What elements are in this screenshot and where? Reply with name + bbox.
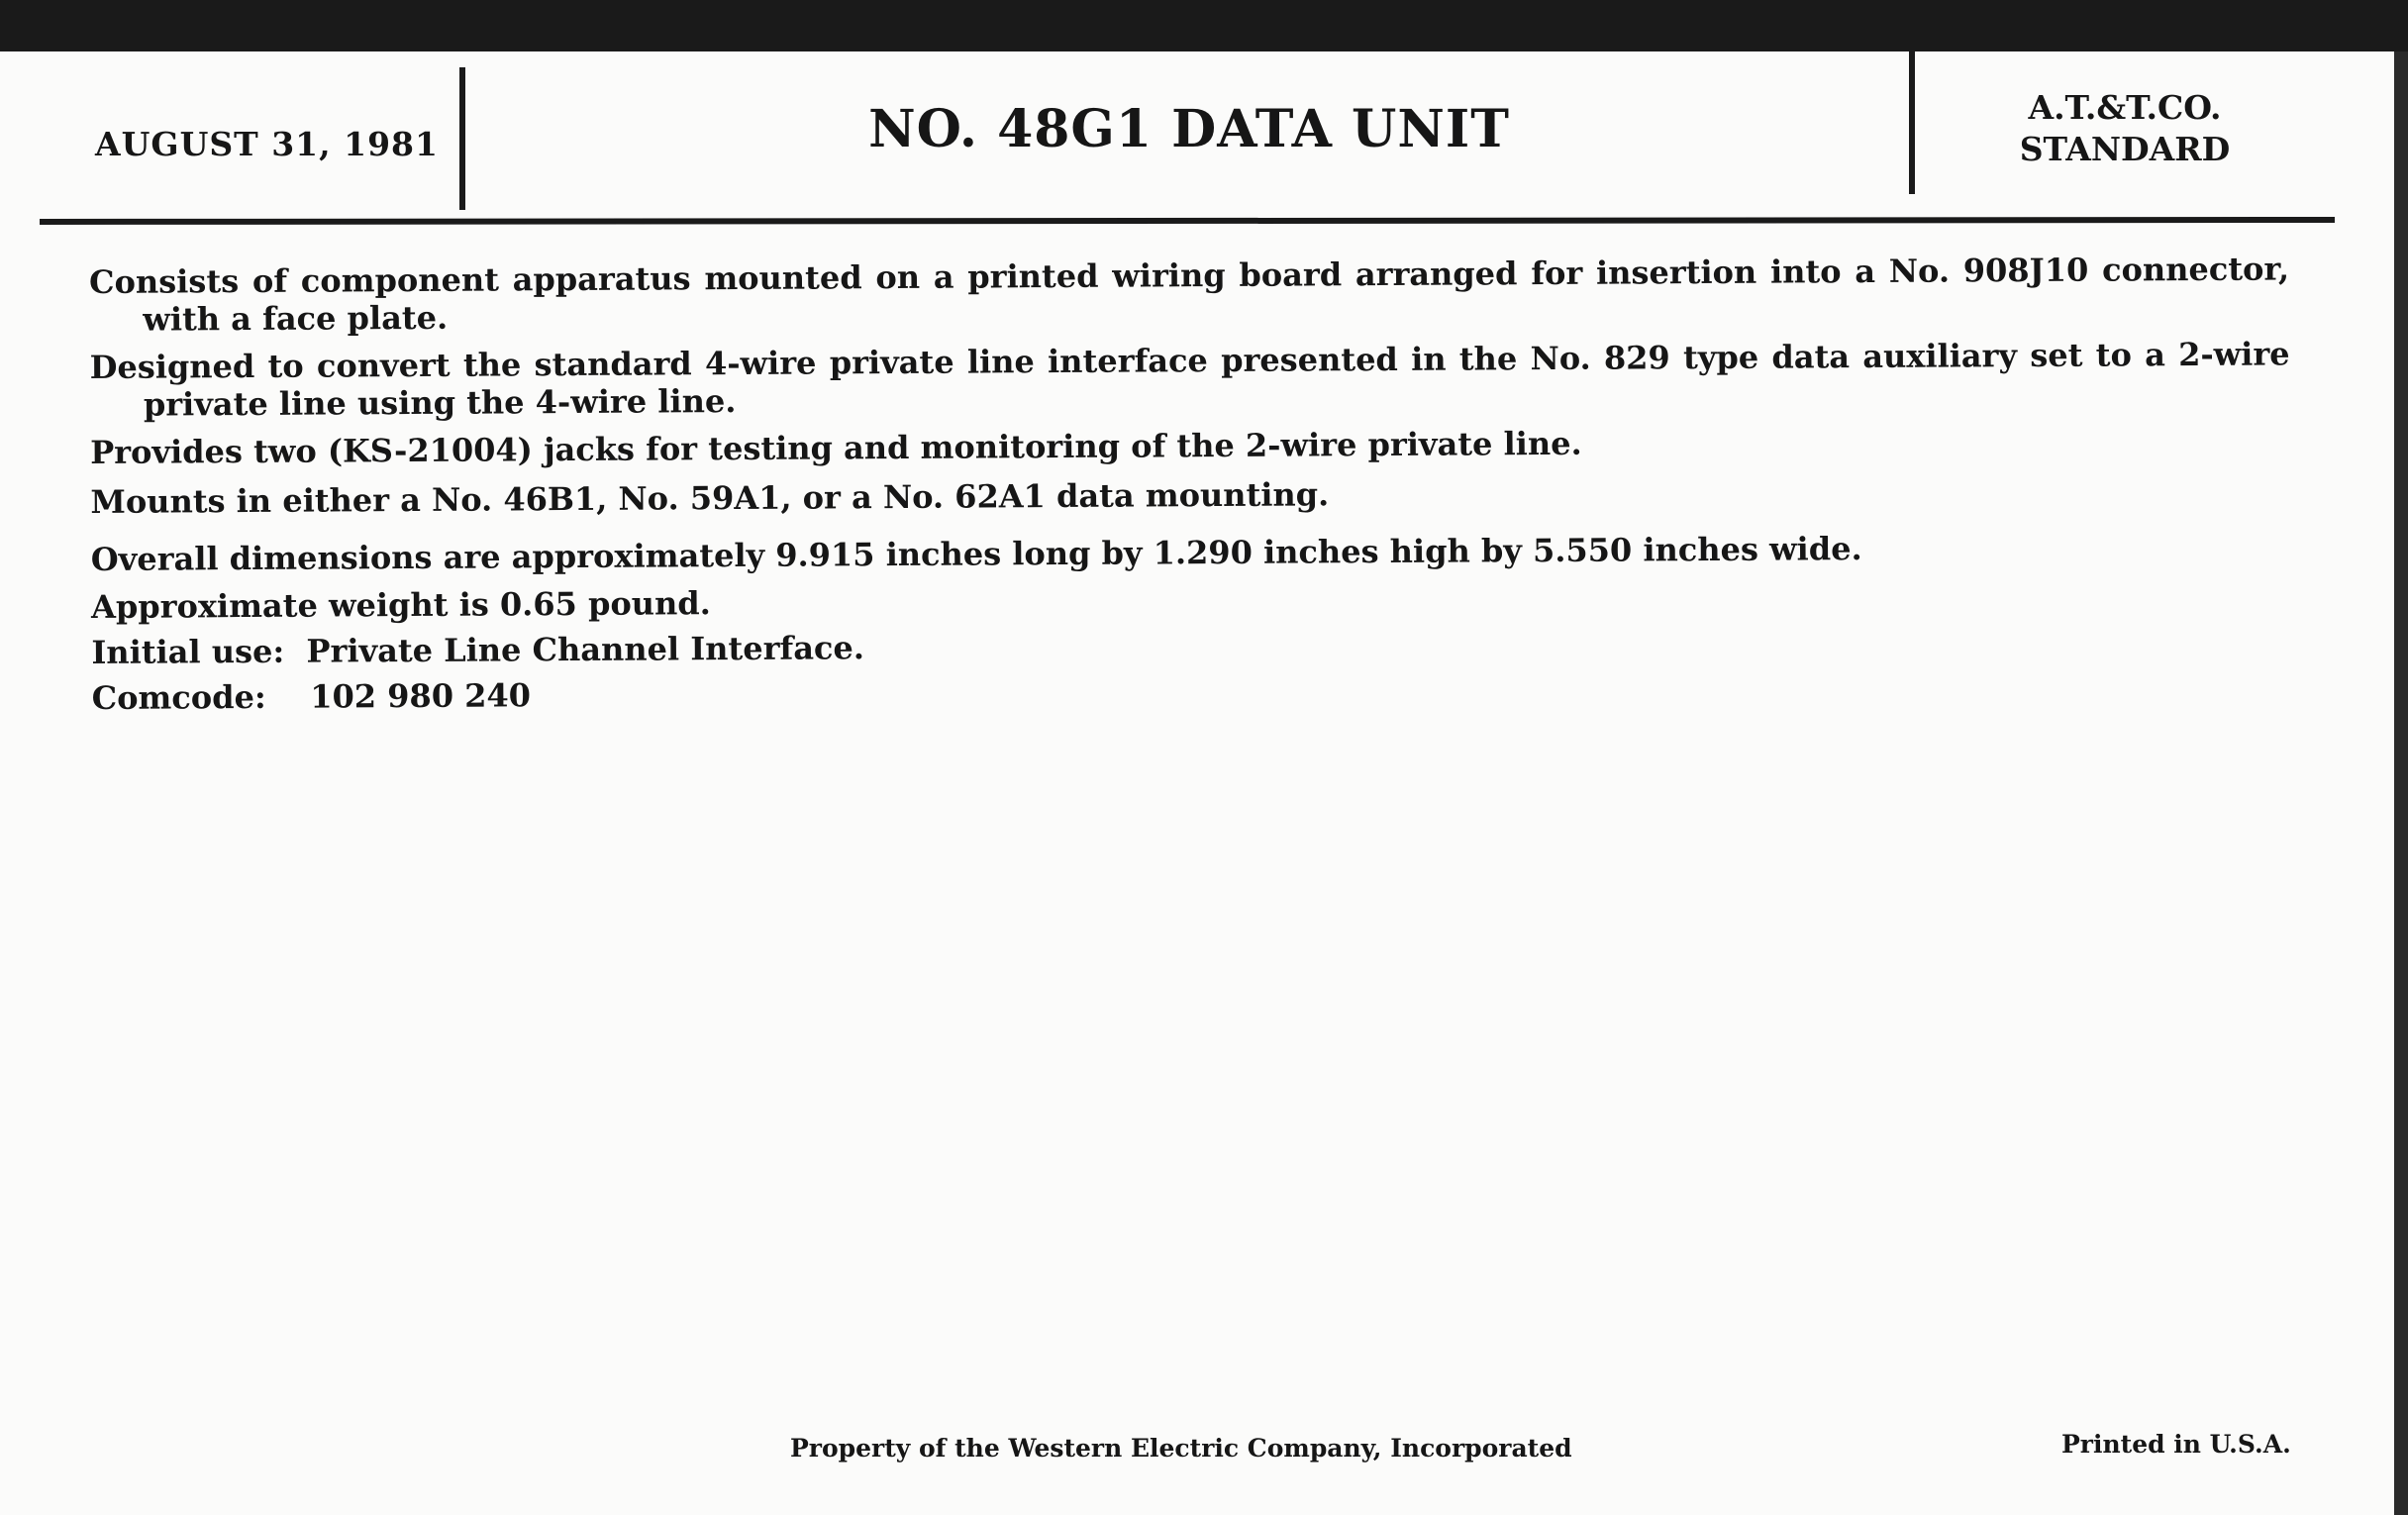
- standard-label: [1917, 87, 2333, 170]
- initial-use-line: [91, 620, 2291, 671]
- description-paragraph: Mounts in either a No. 46B1, No. 59A1, or a No. 62A1 data mounting.: [90, 475, 1330, 521]
- standard-line-2: STANDARD: [2019, 130, 2231, 168]
- initial-use-value: Private Line Channel Interface.: [306, 629, 865, 670]
- header-divider-right: [1909, 51, 1915, 194]
- dimensions-text: Overall dimensions are approximately 9.915 inches long by 1.290 inches high by 5.550 inches wide.: [90, 530, 1862, 578]
- comcode-line: [92, 665, 2292, 717]
- weight-text: Approximate weight is 0.65 pound.: [91, 584, 711, 626]
- description-paragraph: Provides two (KS-21004) jacks for testing and monitoring of the 2-wire private line.: [90, 424, 1582, 471]
- footer-property: Property of the Western Electric Company, Incorporated: [790, 1434, 1572, 1463]
- page-edge: [2394, 51, 2408, 1515]
- header-date: AUGUST 31, 1981: [95, 125, 439, 163]
- document-card: [0, 51, 2408, 1515]
- header-rule: [40, 217, 2335, 225]
- footer-printed: Printed in U.S.A.: [2061, 1430, 2291, 1459]
- page-title: NO. 48G1 DATA UNIT: [868, 99, 1510, 159]
- initial-use-label: Initial use:: [91, 632, 285, 671]
- header-divider-left: [459, 67, 465, 210]
- comcode-value: 102 980 240: [310, 676, 532, 716]
- comcode-label: Comcode:: [91, 677, 266, 717]
- standard-line-1: A.T.&T.CO.: [2028, 88, 2222, 127]
- description-paragraph: Consists of component apparatus mounted on a printed wiring board arranged for insertion into a No. 908J10 connector, with a face plate.: [89, 250, 2290, 339]
- document-body: [89, 250, 2292, 725]
- description-paragraph: Designed to convert the standard 4-wire private line interface presented in the No. 829 type data auxiliary set to a 2-wire private line using the 4-wire line.: [89, 335, 2290, 424]
